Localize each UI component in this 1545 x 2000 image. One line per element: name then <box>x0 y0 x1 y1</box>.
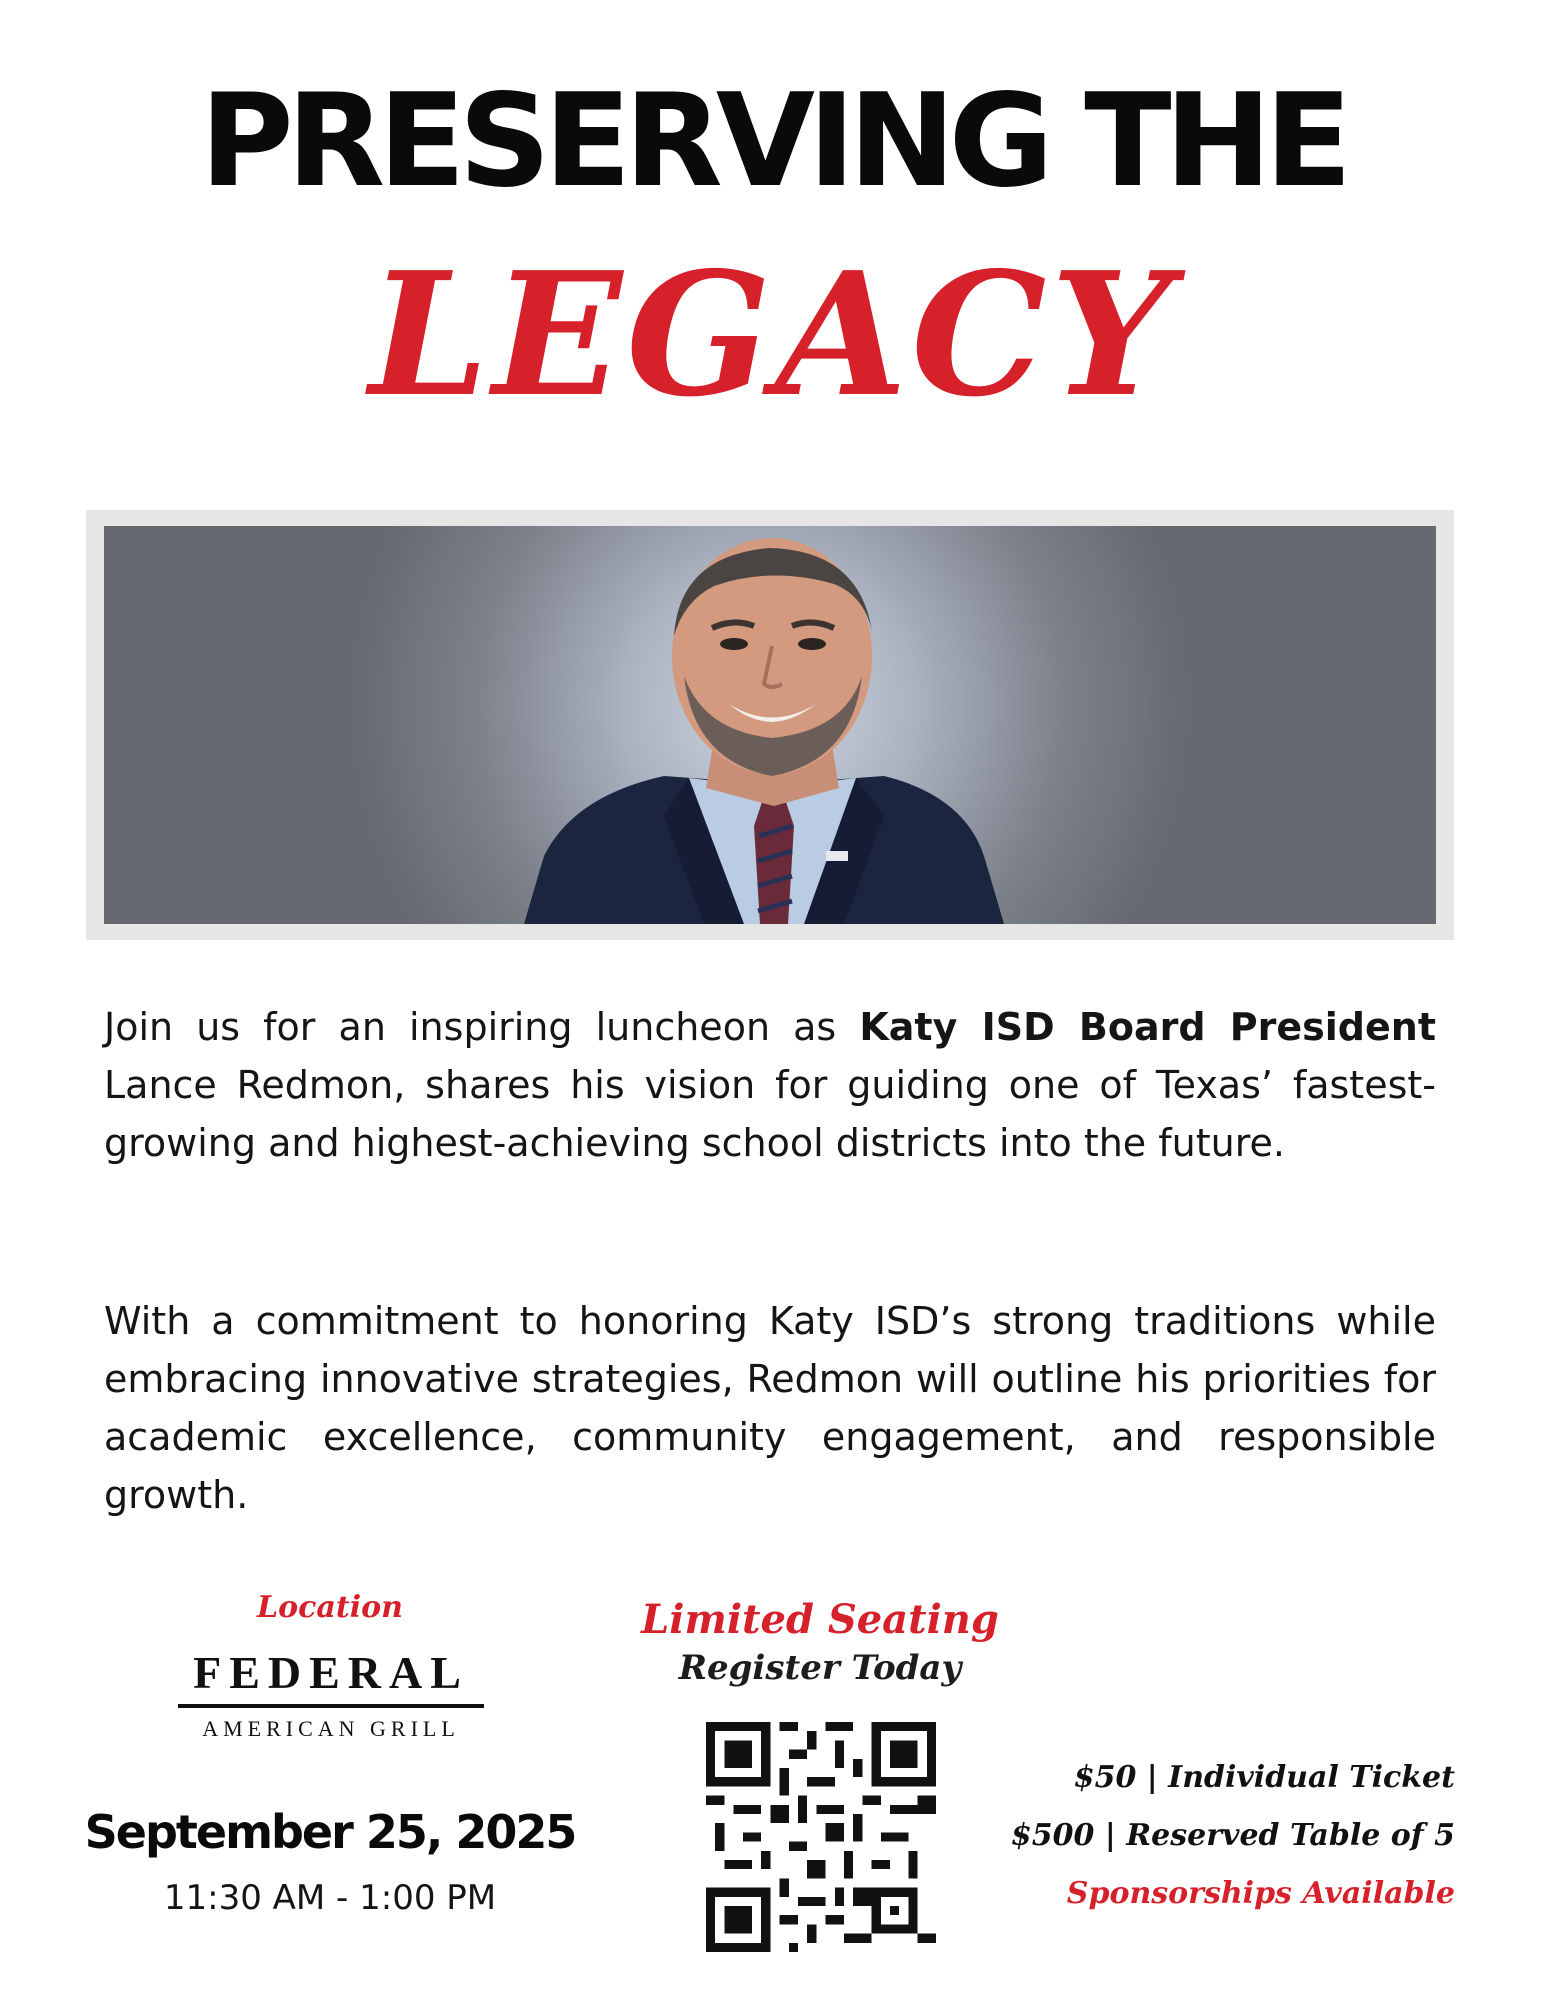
priorities-paragraph: With a commitment to honoring Katy ISD’s strong traditions while embracing innovative strategies, Redmon will outline his priorities for academic excellence, community engagement, and responsible growth. <box>104 1299 1436 1517</box>
sponsorships-available: Sponsorships Available <box>1066 1876 1455 1911</box>
intro-paragraph <box>104 998 1436 1172</box>
intro-title-bold: Katy ISD Board President <box>859 1005 1436 1049</box>
logo-divider <box>178 1704 484 1708</box>
speaker-photo <box>104 526 1436 924</box>
headline-legacy: LEGACY <box>369 235 1176 435</box>
register-today-subheading: Register Today <box>678 1648 962 1688</box>
event-time: 11:30 AM - 1:00 PM <box>163 1878 497 1918</box>
speaker-portrait-illustration <box>104 526 1436 924</box>
venue-name: FEDERAL <box>193 1647 469 1698</box>
individual-ticket-price: $50 | Individual Ticket <box>1073 1760 1455 1795</box>
speaker-photo-frame <box>86 510 1454 940</box>
registration-qr-code[interactable] <box>706 1722 936 1952</box>
intro-text-start: Join us for an inspiring luncheon as <box>104 1005 860 1049</box>
intro-text-end: Lance Redmon, shares his vision for guiding one of Texas’ fastest-growing and highest-achieving school districts into the future. <box>104 1063 1436 1165</box>
location-label: Location <box>257 1590 403 1625</box>
headline-preserving-the: PRESERVING THE <box>199 67 1346 216</box>
reserved-table-price: $500 | Reserved Table of 5 <box>1010 1818 1455 1853</box>
limited-seating-heading: Limited Seating <box>641 1596 999 1643</box>
event-date: September 25, 2025 <box>84 1805 576 1859</box>
venue-logo <box>168 1647 494 1741</box>
venue-subtitle: AMERICAN GRILL <box>202 1716 460 1741</box>
